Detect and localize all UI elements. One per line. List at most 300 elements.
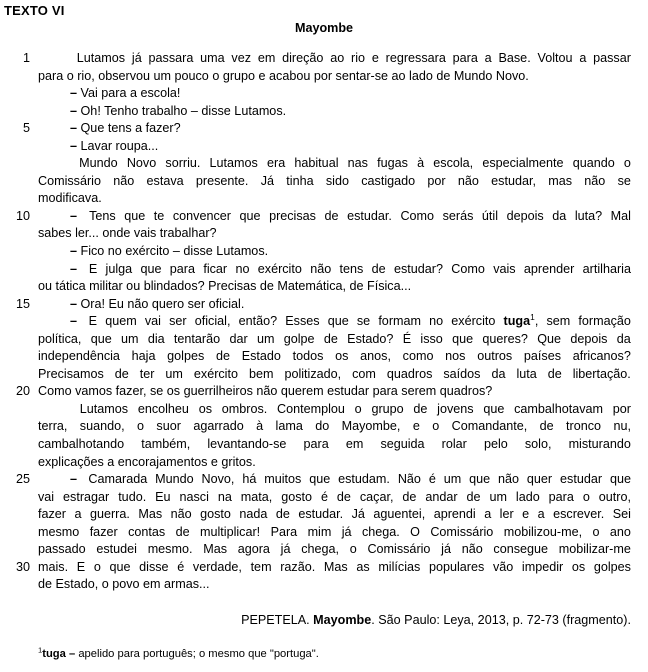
word: Lutamos <box>79 401 129 416</box>
text-line <box>0 401 648 419</box>
word: dar <box>229 331 248 346</box>
word: o <box>137 419 145 434</box>
word: no <box>429 314 444 329</box>
word: tuga$^1$, <box>503 312 539 329</box>
word: fugas <box>377 156 408 171</box>
line-text <box>38 418 631 436</box>
word: E <box>76 559 86 574</box>
word: multiplicar! <box>199 524 261 539</box>
word: bem <box>248 366 274 381</box>
word: tem <box>250 559 272 574</box>
line-text <box>38 85 631 103</box>
word: de <box>371 261 386 276</box>
word: jovens <box>437 401 474 416</box>
word: à <box>417 156 425 171</box>
line-text <box>38 261 631 279</box>
word: é <box>177 559 185 574</box>
line-text <box>38 190 631 208</box>
word: política, <box>38 331 82 346</box>
word: de <box>275 507 290 522</box>
word: mobilizar-me <box>558 542 631 557</box>
word: vez <box>231 51 252 65</box>
glossed-term-tuga: tuga <box>503 314 531 329</box>
line-number: 5 <box>22 121 30 136</box>
text-line <box>0 225 648 243</box>
word: nada <box>239 507 268 522</box>
line-text-run: Vai para a escola! <box>80 86 181 101</box>
word: gosto <box>200 507 231 522</box>
word: contas <box>128 524 166 539</box>
word: já <box>280 542 291 557</box>
word: politizado, <box>284 366 342 381</box>
word: era <box>267 156 286 171</box>
word: Mas <box>138 507 163 522</box>
line-number: 30 <box>15 559 30 574</box>
word: africanos? <box>572 349 631 364</box>
word: ler <box>499 507 514 522</box>
text-line <box>0 68 648 86</box>
word: encolheu <box>137 401 189 416</box>
dialogue-dash: – <box>70 472 81 487</box>
word: o <box>432 419 440 434</box>
text-line <box>0 331 648 349</box>
word: para <box>548 489 574 504</box>
line-text-run: Que tens a fazer? <box>80 121 181 136</box>
word: caçar, <box>359 489 394 504</box>
word: o <box>582 489 590 504</box>
word: Precisamos <box>38 366 104 381</box>
word: E <box>88 261 98 276</box>
word: e <box>371 51 379 65</box>
word: que <box>239 208 261 223</box>
word: Não <box>397 472 421 487</box>
footnote-dash: – <box>65 648 79 660</box>
text-line <box>0 454 648 472</box>
word: Que <box>537 331 562 346</box>
word: mobilizou-me, <box>503 524 583 539</box>
word: que <box>140 261 162 276</box>
word: Voltou <box>537 51 573 65</box>
word: de <box>336 489 351 504</box>
word: um <box>443 472 462 487</box>
word: que <box>452 331 474 346</box>
line-text <box>38 366 631 384</box>
text-line <box>0 103 648 121</box>
word: passar <box>593 51 631 65</box>
line-text <box>38 313 631 331</box>
text-line <box>0 524 648 542</box>
word: vão <box>492 559 514 574</box>
word: outros <box>477 349 513 364</box>
attribution-rest: . São Paulo: Leya, 2013, p. 72-73 (fragmento). <box>371 613 631 627</box>
dialogue-dash: – <box>70 103 81 118</box>
word: depois <box>506 208 544 223</box>
word: fazer <box>89 524 118 539</box>
word: o <box>623 156 631 171</box>
word: guerra. <box>89 507 130 522</box>
word: Para <box>270 524 298 539</box>
line-text-run: ou tática militar ou blindados? Precisas de Matemática, de Física... <box>38 279 412 294</box>
word: da <box>491 366 506 381</box>
word: já <box>131 51 142 65</box>
line-number: 15 <box>15 296 30 311</box>
attribution-author: PEPETELA. <box>241 613 314 627</box>
text-line <box>0 471 648 489</box>
word: grupo <box>371 401 404 416</box>
line-text <box>38 471 631 489</box>
line-text <box>38 103 631 121</box>
word: Camarada <box>88 472 148 487</box>
text-line <box>0 436 648 454</box>
word: mas <box>548 173 573 188</box>
word: sido <box>325 173 349 188</box>
word: por <box>612 401 631 416</box>
line-text <box>38 68 631 86</box>
text-line <box>0 85 648 103</box>
word: um <box>489 489 507 504</box>
word: uma <box>200 51 225 65</box>
text-line <box>0 155 648 173</box>
word: aprender <box>523 261 575 276</box>
word: gosto <box>281 489 313 504</box>
word: como <box>402 349 434 364</box>
word: presente. <box>195 173 249 188</box>
word: escola, <box>433 156 474 171</box>
text-line <box>0 506 648 524</box>
word: ano <box>609 524 631 539</box>
word: muitos <box>264 472 302 487</box>
line-text-run: Fico no exército – disse Lutamos. <box>80 244 269 259</box>
word: cambalhotando <box>38 437 125 452</box>
word: É <box>402 331 412 346</box>
word: da <box>616 331 631 346</box>
source-attribution <box>38 612 631 630</box>
word: rolar <box>441 437 467 452</box>
word: levantando-se <box>207 437 287 452</box>
line-text <box>38 331 631 349</box>
word: e <box>412 419 420 434</box>
word: Mundo <box>155 472 194 487</box>
text-line <box>0 576 648 594</box>
text-line <box>0 243 648 261</box>
word: tentarão <box>173 331 221 346</box>
line-text <box>38 436 631 454</box>
word: julga <box>105 261 133 276</box>
word: por <box>427 173 446 188</box>
text-line <box>0 208 648 226</box>
line-text <box>38 155 631 173</box>
word: ficar <box>203 261 228 276</box>
word: da <box>552 208 567 223</box>
word: o <box>93 559 101 574</box>
text-line <box>0 383 648 401</box>
line-text <box>38 173 631 191</box>
line-text <box>38 506 631 524</box>
word: o <box>349 542 357 557</box>
word: quadros <box>386 366 433 381</box>
line-text-run: Como vamos fazer, se os guerrilheiros não querem estudar para serem quadros? <box>38 384 493 399</box>
word: se <box>356 314 371 329</box>
word: luta? <box>574 208 603 223</box>
footnote-reference: 1 <box>530 312 535 323</box>
word: convencer <box>172 208 231 223</box>
word: estudam. <box>338 472 390 487</box>
word: não <box>461 542 483 557</box>
word: estudar, <box>491 173 536 188</box>
word: chega. <box>361 524 400 539</box>
word: habitual <box>294 156 339 171</box>
text-line <box>0 366 648 384</box>
word: misturando <box>568 437 631 452</box>
word: Lutamos <box>209 156 258 171</box>
word: Mal <box>610 208 631 223</box>
footnote-term: tuga <box>42 648 66 660</box>
word: de <box>413 401 428 416</box>
word: nos <box>445 349 466 364</box>
word: de <box>539 419 554 434</box>
word: não <box>310 261 332 276</box>
word: independência <box>38 349 120 364</box>
text-line <box>0 138 648 156</box>
line-lead <box>38 261 81 279</box>
word: Mayombe, <box>341 419 401 434</box>
word: tens <box>339 261 364 276</box>
word: escrever. <box>553 507 605 522</box>
word: chega, <box>301 542 339 557</box>
word: solo, <box>524 437 552 452</box>
word: aprendi <box>433 507 476 522</box>
line-text <box>38 208 631 226</box>
word: um <box>256 331 275 346</box>
line-text <box>38 541 631 559</box>
word: populares <box>428 559 485 574</box>
word: na <box>217 489 232 504</box>
word: disse <box>139 559 169 574</box>
word: estragar <box>63 489 110 504</box>
word: precisas <box>269 208 316 223</box>
word: a <box>484 507 492 522</box>
word: direção <box>282 51 324 65</box>
word: outro, <box>598 489 631 504</box>
word: em <box>345 437 364 452</box>
line-text-run: para o rio, observou um pouco o grupo e acabou por sentar-se ao lado de Mundo Novo. <box>38 68 529 83</box>
word: de <box>323 331 338 346</box>
word: de <box>175 524 190 539</box>
word: que <box>309 472 331 487</box>
word: vais <box>493 261 516 276</box>
word: e <box>522 507 530 522</box>
word: Esses <box>285 314 320 329</box>
word: então? <box>238 314 278 329</box>
word: estudar <box>560 472 603 487</box>
word: quer <box>526 472 553 487</box>
line-text <box>38 489 631 507</box>
word: estudar? <box>393 261 443 276</box>
word: se <box>617 173 631 188</box>
text-line <box>0 173 648 191</box>
word: Estado? <box>347 331 394 346</box>
word: suando, <box>79 419 125 434</box>
word: castigado <box>361 173 416 188</box>
word: depois <box>570 331 608 346</box>
word: passado <box>38 542 86 557</box>
word: fazer <box>38 507 66 522</box>
dialogue-dash: – <box>70 314 81 329</box>
word: rio <box>351 51 366 65</box>
line-number: 1 <box>22 51 30 65</box>
footnote <box>38 646 319 662</box>
word: O <box>410 524 420 539</box>
word: saídos <box>443 366 481 381</box>
word: a <box>74 507 82 522</box>
line-text <box>38 296 631 314</box>
word: luta <box>516 366 537 381</box>
word: nasci <box>179 489 209 504</box>
line-text <box>38 454 631 472</box>
word: milícias <box>378 559 421 574</box>
word: útil <box>481 208 499 223</box>
dialogue-dash: – <box>70 86 81 101</box>
word: Mas <box>323 559 348 574</box>
line-text <box>38 401 631 419</box>
word: é <box>428 472 436 487</box>
word: lama <box>275 419 303 434</box>
footnote-definition: apelido para português; o mesmo que "portuga". <box>78 648 319 660</box>
word: mesmo. <box>147 542 193 557</box>
word: isso <box>420 331 443 346</box>
word: não <box>584 173 606 188</box>
word: cambalhotavam <box>514 401 603 416</box>
word: ombros. <box>221 401 268 416</box>
word: Comissário <box>38 173 101 188</box>
line-text-run: Ora! Eu não quero ser oficial. <box>80 296 245 311</box>
line-lead <box>38 50 70 68</box>
dialogue-dash: – <box>70 208 81 223</box>
word: quem <box>105 314 137 329</box>
word: também, <box>141 437 191 452</box>
word: para <box>303 437 329 452</box>
word: que <box>90 331 112 346</box>
line-text <box>38 559 631 577</box>
word: que <box>124 208 146 223</box>
word: as <box>356 559 370 574</box>
word: um <box>121 331 139 346</box>
word: ter <box>139 366 155 381</box>
word: especialmente <box>482 156 564 171</box>
text-line <box>0 541 648 559</box>
line-text-run: modificava. <box>38 191 102 206</box>
word: mais. <box>38 559 69 574</box>
word: Mas <box>203 542 227 557</box>
text-line <box>0 559 648 577</box>
word: golpes <box>167 349 205 364</box>
word: sorriu. <box>165 156 201 171</box>
page-title: Mayombe <box>294 21 354 35</box>
word: exército <box>451 314 496 329</box>
word: que <box>483 401 505 416</box>
text-line <box>0 348 648 366</box>
attribution-work: Mayombe <box>313 613 372 627</box>
word: Contemplou <box>277 401 345 416</box>
word: de <box>466 489 481 504</box>
word: vai <box>144 314 161 329</box>
line-text <box>38 138 631 156</box>
word: pelo <box>483 437 508 452</box>
word: quando <box>572 156 615 171</box>
word: te <box>153 208 165 223</box>
texto-label: TEXTO VI <box>4 3 65 18</box>
word: mata, <box>240 489 273 504</box>
word: Tens <box>89 208 116 223</box>
line-text <box>38 348 631 366</box>
line-number: 25 <box>15 472 30 487</box>
word: nu, <box>613 419 631 434</box>
word: lado <box>515 489 540 504</box>
text-line <box>0 190 648 208</box>
footnote-marker: 1 <box>38 645 43 655</box>
word: de <box>215 349 230 364</box>
word: Lutamos <box>76 51 126 65</box>
word: Novo, <box>201 472 235 487</box>
word: queres? <box>482 331 528 346</box>
word: suor <box>156 419 181 434</box>
word: não <box>170 507 192 522</box>
word: golpe <box>283 331 315 346</box>
line-text <box>38 243 631 261</box>
word: de <box>114 366 129 381</box>
word: Comissário <box>367 542 431 557</box>
word: estudar. <box>347 208 392 223</box>
word: dia <box>147 331 165 346</box>
word: para <box>169 261 196 276</box>
dialogue-dash: – <box>70 121 81 136</box>
line-number: 10 <box>15 208 30 223</box>
word: sem <box>546 314 571 329</box>
text-line <box>0 50 648 68</box>
line-lead <box>38 471 81 489</box>
word: à <box>256 419 264 434</box>
line-text-run: de Estado, o povo em armas... <box>38 577 210 592</box>
text-line <box>0 489 648 507</box>
line-text-run: sabes ler... onde vais trabalhar? <box>38 226 217 241</box>
line-text <box>38 383 631 401</box>
word: andar <box>425 489 458 504</box>
word: agora <box>237 542 270 557</box>
word: Eu <box>155 489 171 504</box>
line-number: 20 <box>15 384 30 399</box>
line-text <box>38 120 631 138</box>
word: tinha <box>286 173 314 188</box>
word: os <box>198 401 212 416</box>
line-text <box>38 278 631 296</box>
word: terra, <box>38 419 68 434</box>
word: libertação. <box>572 366 631 381</box>
line-text <box>38 576 631 594</box>
word: anos, <box>360 349 391 364</box>
word: o <box>592 524 600 539</box>
text-line <box>0 313 648 331</box>
word: ser <box>169 314 187 329</box>
word: que <box>327 314 349 329</box>
word: exército <box>193 366 238 381</box>
dialogue-dash: – <box>70 296 81 311</box>
word: que <box>109 559 131 574</box>
word: passara <box>148 51 194 65</box>
text-line <box>0 296 648 314</box>
word: todos <box>292 349 324 364</box>
word: a <box>484 51 492 65</box>
text-line <box>0 418 648 436</box>
